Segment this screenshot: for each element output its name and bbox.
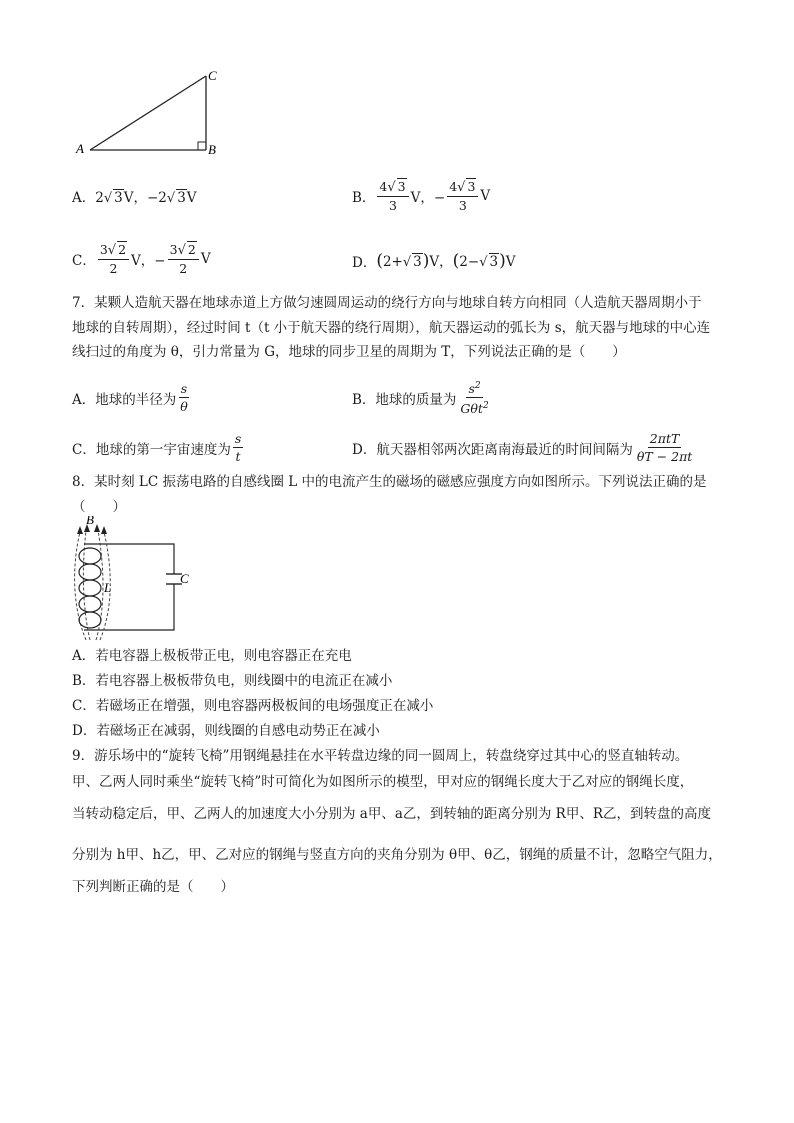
q6-option-b[interactable]: B． $\frac{4√ 3}{3}$ V，− $\frac{4√ 3}{3}$ V bbox=[352, 179, 491, 213]
q9-stem-line-4: 分别为 h甲、h乙，甲、乙对应的钢绳与竖直方向的夹角分别为 θ甲、θ乙，钢绳的质量不计，忽略空气阻力， bbox=[72, 847, 722, 863]
vertex-b-label: B bbox=[208, 142, 216, 157]
q6-option-a[interactable]: A． 2√ 3V，−2√ 3V bbox=[72, 186, 197, 206]
option-letter: C． bbox=[72, 253, 96, 269]
q7-stem-line-2: 地球的自转周期），经过时间 t（t 小于航天器的绕行周期），航天器运动的弧长为 s，航天器与地球的中心连 bbox=[72, 320, 711, 336]
field-b-label: B bbox=[86, 516, 94, 527]
q9-stem-line-2: 甲、乙两人同时乘坐“旋转飞椅”时可简化为如图所示的模型，甲对应的钢绳长度大于乙对应的钢绳长度， bbox=[72, 774, 694, 790]
vertex-c-label: C bbox=[208, 68, 217, 83]
q9-stem-line-1: 9．游乐场中的“旋转飞椅”用钢绳悬挂在水平转盘边缘的同一圆周上，转盘绕穿过其中心的竖直轴转动。 bbox=[72, 748, 689, 764]
q8-stem-line-1: 8．某时刻 LC 振荡电路的自感线圈 L 中的电流产生的磁场的磁感应强度方向如图所示。下列说法正确的是 bbox=[72, 474, 707, 490]
option-letter: B． bbox=[352, 190, 376, 206]
option-letter: D． bbox=[352, 254, 377, 271]
triangle-figure bbox=[70, 68, 230, 160]
q7-stem-line-3: 线扫过的角度为 θ，引力常量为 G，地球的同步卫星的周期为 T，下列说法正确的是（ ） bbox=[72, 344, 626, 360]
q7-option-b[interactable]: B．地球的质量为 $\frac{s^2}{G\theta t^2}$ bbox=[352, 378, 493, 417]
option-text: B．地球的质量为 bbox=[352, 391, 457, 408]
q8-option-a[interactable]: A．若电容器上极板带正电，则电容器正在充电 bbox=[72, 648, 352, 664]
vertex-a-label: A bbox=[76, 141, 84, 156]
q7-stem-line-1: 7．某颗人造航天器在地球赤道上方做匀速圆周运动的绕行方向与地球自转方向相同（人造航天器周期小于 bbox=[72, 295, 702, 311]
lc-circuit-figure bbox=[66, 516, 196, 644]
capacitor-c-label: C bbox=[180, 571, 189, 586]
q8-option-c[interactable]: C．若磁场正在增强，则电容器两极板间的电场强度正在减小 bbox=[72, 698, 434, 714]
q8-stem-line-2: （ ） bbox=[72, 499, 126, 515]
option-letter: A． bbox=[72, 190, 96, 206]
q7-option-d[interactable]: D．航天器相邻两次距离南海最近的时间间隔为 $\frac{\text{2πtT}}{\theta T - 2\pi t}$ bbox=[352, 431, 693, 464]
option-text: D．航天器相邻两次距离南海最近的时间间隔为 bbox=[352, 441, 633, 458]
q8-option-b[interactable]: B．若电容器上极板带负电，则线圈中的电流正在减小 bbox=[72, 673, 393, 689]
q9-stem-line-3: 当转动稳定后，甲、乙两人的加速度大小分别为 a甲、a乙，到转轴的距离分别为 R甲、R乙，到转盘的高度 bbox=[72, 806, 712, 822]
q9-stem-line-5: 下列判断正确的是（ ） bbox=[72, 879, 234, 895]
q6-option-c[interactable]: C． $\frac{3√ 2}{2}$ V，− $\frac{3√ 2}{2}$ V bbox=[72, 242, 211, 276]
inductor-l-label: L bbox=[104, 580, 112, 595]
option-text: C．地球的第一宇宙速度为 bbox=[72, 441, 231, 458]
q6-option-d[interactable]: D． (2+√ 3)V，(2−√ 3)V bbox=[352, 251, 516, 271]
q7-option-c[interactable]: C．地球的第一宇宙速度为 $\frac{s}{t}$ bbox=[72, 431, 242, 464]
q7-option-a[interactable]: A．地球的半径为 $\frac{s}{\theta}$ bbox=[72, 381, 188, 414]
option-text: A．地球的半径为 bbox=[72, 391, 177, 408]
q8-option-d[interactable]: D．若磁场正在减弱，则线圈的自感电动势正在减小 bbox=[72, 723, 380, 739]
